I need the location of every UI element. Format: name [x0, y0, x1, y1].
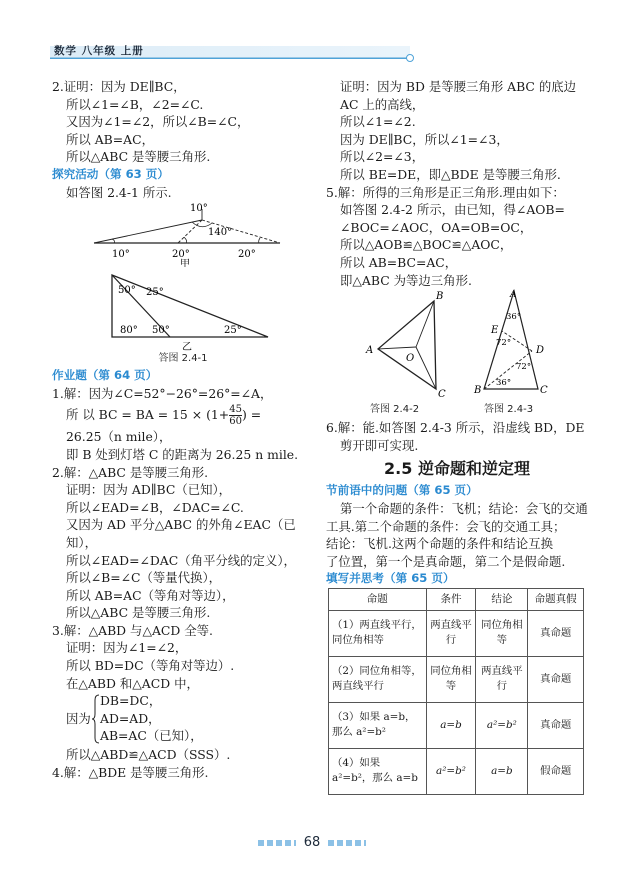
explore-line: 如答图 2.4-1 所示.	[66, 184, 172, 200]
paragraph-line: 结论：飞机.这两个命题的条件和结论互换	[326, 536, 553, 552]
section-heading-intro: 节前语中的问题（第 65 页）	[326, 483, 478, 498]
angle-label: 80°	[120, 325, 138, 337]
vertex-label: D	[536, 345, 545, 357]
figure-jia	[52, 201, 314, 267]
table-header-row	[329, 588, 584, 610]
header-dot-icon	[406, 54, 414, 62]
angle-label: 25°	[224, 325, 242, 337]
table-header: 命题真假	[528, 588, 584, 610]
answer-line: 所以∠2=∠3，	[340, 149, 425, 165]
answer-line: 26.25（n mile），	[66, 429, 172, 445]
angle-label: 72°	[516, 362, 532, 373]
left-column	[52, 78, 314, 781]
ray-down	[178, 220, 202, 243]
answer-2-line: 2.解：△ABC 是等腰三角形.	[52, 464, 209, 480]
table-cell: （1）两直线平行，同位角相等	[329, 610, 427, 656]
angle-label: 140°	[208, 227, 233, 239]
angle-label: 25°	[146, 287, 164, 299]
vertex-label: A	[366, 345, 374, 357]
answer-line: 剪开即可实现.	[340, 437, 419, 453]
answer-line: 所以∠1=∠B，∠2=∠C.	[66, 96, 204, 112]
figure-jia-svg	[52, 201, 314, 267]
brace-icon	[92, 694, 100, 744]
footer-decoration	[258, 840, 296, 846]
answer-line: 所以∠EAD=∠DAC（角平分线的定义），	[66, 552, 296, 568]
answer-line: 因为 DE∥BC，所以∠1=∠3，	[340, 131, 509, 147]
figures-row	[326, 289, 588, 403]
segment-oa	[378, 347, 416, 349]
table-cell: 同位角相等	[476, 610, 528, 656]
vertex-label: A	[510, 290, 517, 301]
table-row	[329, 656, 584, 702]
table-header: 结论	[476, 588, 528, 610]
page-footer	[0, 834, 624, 854]
angle-label: 20°	[172, 249, 190, 261]
brace-line: AD=AD，	[100, 710, 161, 726]
answer-line: ∠BOC=∠AOC，OA=OB=OC，	[340, 219, 533, 235]
angle-label: 10°	[112, 249, 130, 261]
answer-line: 所以 AB=AC（等角对等边），	[66, 587, 235, 603]
answer-line: 所以△ABC 是等腰三角形.	[66, 149, 211, 165]
answer-2-line: 2.证明：因为 DE∥BC，	[52, 79, 186, 94]
figure-yi-svg	[52, 267, 314, 351]
page-number: 68	[303, 835, 321, 850]
answer-4-line: 4.解：△BDE 是等腰三角形.	[52, 764, 209, 780]
paragraph-line: 工具.第二个命题的条件：会飞的交通工具；	[326, 518, 566, 534]
vertex-label: B	[436, 291, 444, 303]
figure-label: 乙	[182, 342, 192, 352]
brace-system	[52, 692, 314, 746]
answer-line: 又因为∠1=∠2，所以∠B=∠C，	[66, 114, 250, 130]
answer-line: 所以 AB=AC，	[66, 131, 154, 147]
vertex-label: C	[540, 385, 548, 397]
section-title: 2.5 逆命题和逆定理	[384, 459, 530, 479]
answer-1-formula	[52, 402, 314, 428]
formula-text: 所 以 BC = BA = 15 ×	[66, 407, 203, 423]
table-cell: （4）如果 a²=b²，那么 a=b	[329, 748, 427, 794]
footer-decoration	[328, 840, 366, 846]
right-column	[326, 78, 588, 795]
table-cell: a²=b²	[426, 748, 476, 794]
answer-line: 所以△AOB≌△BOC≌△AOC，	[340, 237, 513, 253]
answer-line: 即 B 处到灯塔 C 的距离为 26.25 n mile.	[66, 446, 299, 462]
table-cell: 同位角相等	[426, 656, 476, 702]
section-heading-explore: 探究活动（第 63 页）	[52, 166, 169, 181]
figure-yi	[52, 267, 314, 351]
answer-line: 所以 AB=BC=AC，	[340, 254, 458, 270]
vertex-label: E	[491, 325, 499, 337]
table-cell: 两直线平行	[426, 610, 476, 656]
answer-line: 证明：因为 AD∥BC（已知），	[66, 482, 232, 498]
fraction-denominator: 60	[229, 416, 242, 428]
equilateral-triangle	[378, 301, 436, 389]
answer-line: 如答图 2.4-2 所示，由已知，得∠AOB=	[340, 202, 565, 218]
table-cell: a=b	[476, 748, 528, 794]
answer-line: 知），	[66, 534, 97, 550]
table-row	[329, 748, 584, 794]
table-cell: a²=b²	[476, 702, 528, 748]
table-cell: 两直线平行	[476, 656, 528, 702]
table-header: 命题	[329, 588, 427, 610]
page-header	[0, 38, 624, 62]
angle-label: 36°	[496, 378, 512, 389]
figure-caption: 答图 2.4-2	[370, 404, 420, 416]
formula-text: (1+	[206, 407, 230, 423]
angle-label: 36°	[506, 312, 522, 323]
figure-captions	[326, 403, 588, 417]
answer-line: 所以∠1=∠2.	[340, 114, 416, 130]
answer-6-line: 6.解：能.如答图 2.4-3 所示，沿虚线 BD，DE	[326, 420, 585, 436]
angle-label: 50°	[152, 325, 170, 337]
answer-line: 在△ABD 和△ACD 中，	[66, 675, 199, 691]
brace-line: DB=DC，	[100, 693, 162, 709]
answer-line: AC 上的高线，	[340, 96, 425, 112]
paragraph-line: 了位置，第一个是真命题，第二个是假命题.	[326, 553, 566, 569]
answer-line: 证明：因为∠1=∠2，	[66, 640, 188, 656]
answer-line: 所以△ABD≌△ACD（SSS）.	[66, 747, 231, 763]
table-cell: 真命题	[528, 702, 584, 748]
angle-label: 72°	[496, 338, 512, 349]
table-cell: （2）同位角相等，两直线平行	[329, 656, 427, 702]
figures-row-svg	[326, 289, 588, 403]
table-cell: a=b	[426, 702, 476, 748]
fraction	[229, 404, 242, 427]
answer-line: 又因为 AD 平分△ABC 的外角∠EAC（已	[66, 517, 296, 533]
paragraph-line: 第一个命题的条件：飞机；结论：会飞的交通	[340, 500, 588, 516]
table-cell: 假命题	[528, 748, 584, 794]
table-row	[329, 610, 584, 656]
table-row	[329, 702, 584, 748]
table-header: 条件	[426, 588, 476, 610]
answer-line: 证明：因为 BD 是等腰三角形 ABC 的底边	[340, 79, 577, 94]
vertex-label: B	[474, 385, 482, 397]
answer-line: 所以△ABC 是等腰三角形.	[66, 605, 211, 621]
vertex-label: O	[406, 353, 415, 365]
proposition-table	[328, 588, 584, 795]
figure-caption: 答图 2.4-3	[484, 404, 534, 416]
angle-label: 50°	[118, 285, 136, 297]
answer-line: 所以∠B=∠C（等量代换），	[66, 570, 222, 586]
answer-5-line: 5.解：所得的三角形是正三角形.理由如下：	[326, 184, 565, 200]
brace-line: AB=AC（已知），	[100, 728, 203, 744]
table-cell: 真命题	[528, 610, 584, 656]
figure-caption: 答图 2.4-1	[158, 353, 208, 365]
formula-text: ) =	[241, 407, 262, 423]
section-heading-fill: 填写并思考（第 65 页）	[326, 571, 455, 586]
header-title: 数学 八年级 上册	[54, 45, 144, 57]
fraction-numerator: 45	[229, 404, 242, 416]
table-cell: 真命题	[528, 656, 584, 702]
angle-label: 10°	[190, 203, 208, 215]
angle-label: 20°	[238, 249, 256, 261]
answer-3-line: 3.解：△ABD 与△ACD 全等.	[52, 622, 213, 638]
brace-lines	[100, 692, 203, 745]
figure-label: 甲	[180, 259, 190, 268]
header-rule	[50, 58, 410, 59]
vertex-label: C	[438, 389, 446, 401]
answer-1-line: 1.解：因为∠C=52°−26°=26°=∠A，	[52, 385, 273, 401]
answer-line: 所以 BD=DC（等角对等边）.	[66, 658, 235, 674]
table-cell: （3）如果 a=b，那么 a²=b²	[329, 702, 427, 748]
answer-line: 即△ABC 为等边三角形.	[340, 272, 472, 288]
answer-line: 所以∠EAD=∠B，∠DAC=∠C.	[66, 499, 244, 515]
because-label: 因为	[66, 711, 91, 727]
section-heading-homework: 作业题（第 64 页）	[52, 368, 158, 383]
answer-line: 所以 BE=DE，即△BDE 是等腰三角形.	[340, 166, 561, 182]
